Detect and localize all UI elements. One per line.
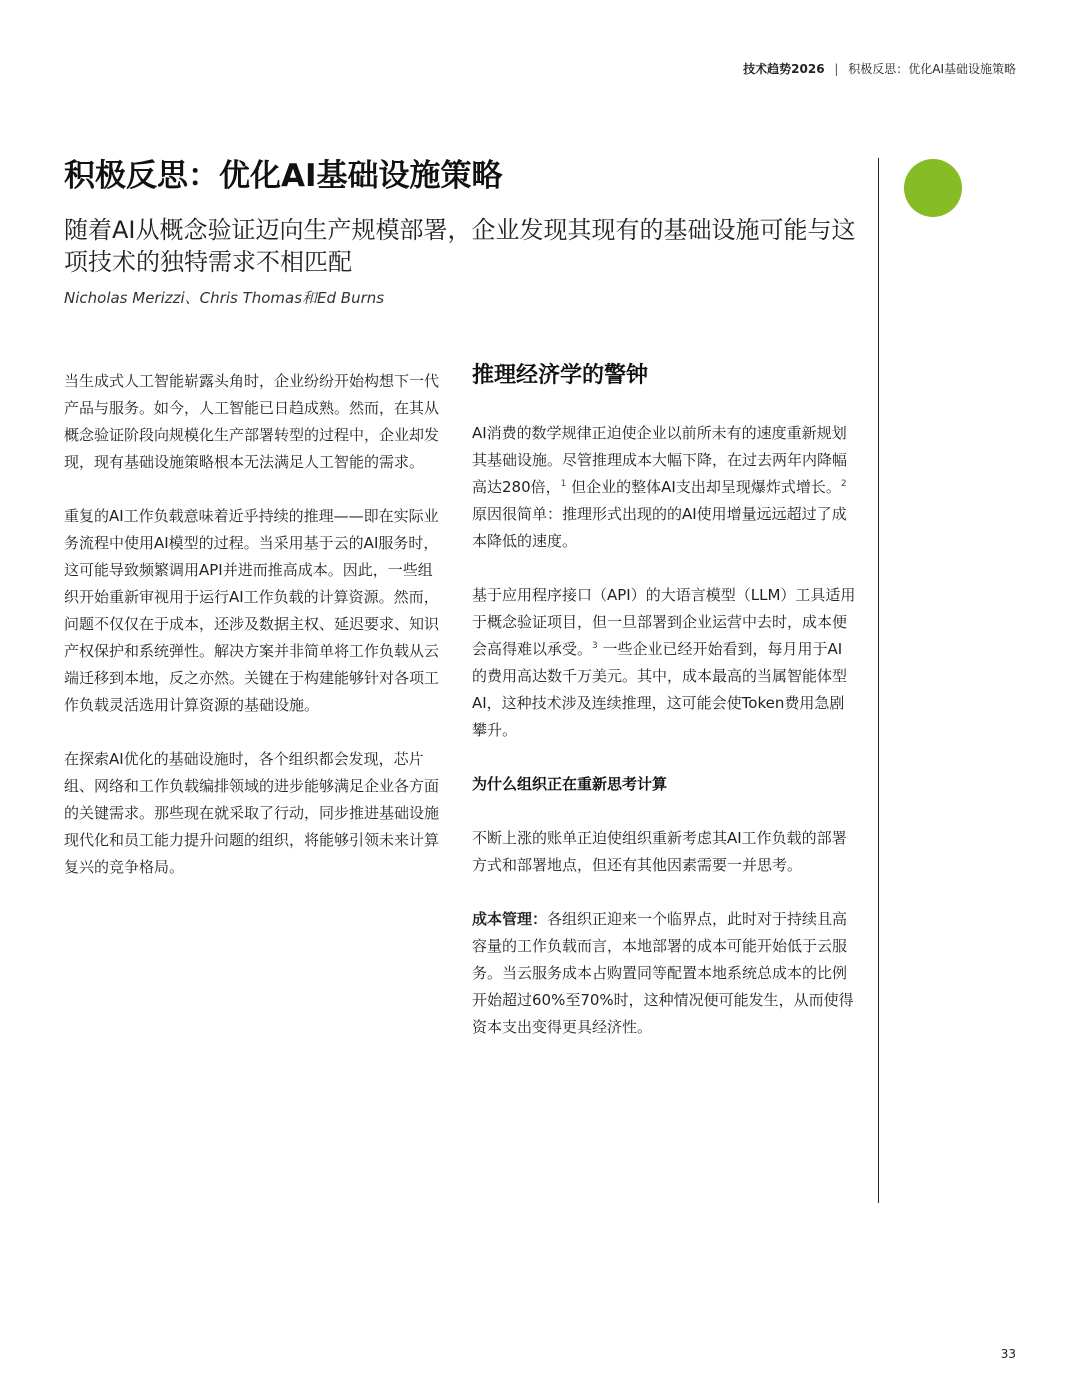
footnote-ref[interactable]: 2 xyxy=(840,479,847,489)
accent-dot xyxy=(904,159,962,217)
body-paragraph: 不断上涨的账单正迫使组织重新考虑其AI工作负载的部署方式和部署地点，但还有其他因素需要一并思考。 xyxy=(472,829,847,874)
page-subtitle: 随着AI从概念验证迈向生产规模部署，企业发现其现有的基础设施可能与这项技术的独特需求不相匹配 xyxy=(64,216,856,276)
text-run: 一些企业已经开始看到，每月用于AI的费用高达数千万美元。其中，成本最高的当属智能体型AI，这种技术涉及连续推理，这可能会使Token费用急剧攀升。 xyxy=(472,640,848,739)
section-heading: 推理经济学的警钟 xyxy=(472,363,649,388)
page-number: 33 xyxy=(1000,1347,1016,1361)
page-title: 积极反思：优化AI基础设施策略 xyxy=(64,158,503,194)
body-paragraph xyxy=(472,906,856,1041)
header-section: 积极反思：优化AI基础设施策略 xyxy=(848,62,1016,76)
body-paragraph xyxy=(472,582,856,744)
body-paragraph: 当生成式人工智能崭露头角时，企业纷纷开始构想下一代产品与服务。如今，人工智能已日趋成熟。然而，在其从概念验证阶段向规模化生产部署转型的过程中，企业却发现，现有基础设施策略根本无法满足人工智能的需求。 xyxy=(64,372,440,471)
vertical-divider xyxy=(878,158,879,1203)
text-run: 原因很简单：推理形式出现的的AI使用增量远远超过了成本降低的速度。 xyxy=(472,505,847,550)
lead-in-label: 成本管理： xyxy=(472,910,548,928)
text-run: 各组织正迎来一个临界点，此时对于持续且高容量的工作负载而言，本地部署的成本可能开始低于云服务。当云服务成本占购置同等配置本地系统总成本的比例开始超过60%至70%时，这种情况便可能发生，从而使得资本支出变得更具经济性。 xyxy=(472,910,854,1036)
running-header xyxy=(743,60,1016,77)
text-run: AI消费的数学规律正迫使企业以前所未有的速度重新规划其基础设施。尽管推理成本大幅下降，在过去两年内降幅高达280倍， xyxy=(472,424,848,496)
header-brand: 技术趋势2026 xyxy=(743,62,825,76)
footnote-ref[interactable]: 3 xyxy=(592,641,598,651)
text-run: 但企业的整体AI支出却呈现爆炸式增长。 xyxy=(566,478,841,496)
header-separator: | xyxy=(834,62,839,76)
footnote-ref[interactable]: 1 xyxy=(560,479,567,489)
body-paragraph xyxy=(472,420,856,555)
body-paragraph: 重复的AI工作负载意味着近乎持续的推理——即在实际业务流程中使用AI模型的过程。当采用基于云的AI服务时，这可能导致频繁调用API并进而推高成本。因此，一些组织开始重新审视用于运行AI工作负载的计算资源。然而，问题不仅仅在于成本，还涉及数据主权、延迟要求、知识产权保护和系统弹性。解决方案并非简单将工作负载从云端迁移到本地，反之亦然。关键在于构建能够针对各项工作负载灵活选用计算资源的基础设施。 xyxy=(64,507,440,714)
sub-heading: 为什么组织正在重新思考计算 xyxy=(472,775,668,793)
left-column xyxy=(64,368,440,908)
right-column xyxy=(472,358,856,1068)
author-line: Nicholas Merizzi、Chris Thomas和Ed Burns xyxy=(64,289,385,307)
text-run: 基于应用程序接口（API）的大语言模型（LLM）工具适用于概念验证项目，但一旦部署到企业运营中去时，成本便会高得难以承受。 xyxy=(472,586,856,658)
body-paragraph: 在探索AI优化的基础设施时，各个组织都会发现，芯片组、网络和工作负载编排领域的进步能够满足企业各方面的关键需求。那些现在就采取了行动，同步推进基础设施现代化和员工能力提升问题的组织，将能够引领未来计算复兴的竞争格局。 xyxy=(64,750,440,876)
